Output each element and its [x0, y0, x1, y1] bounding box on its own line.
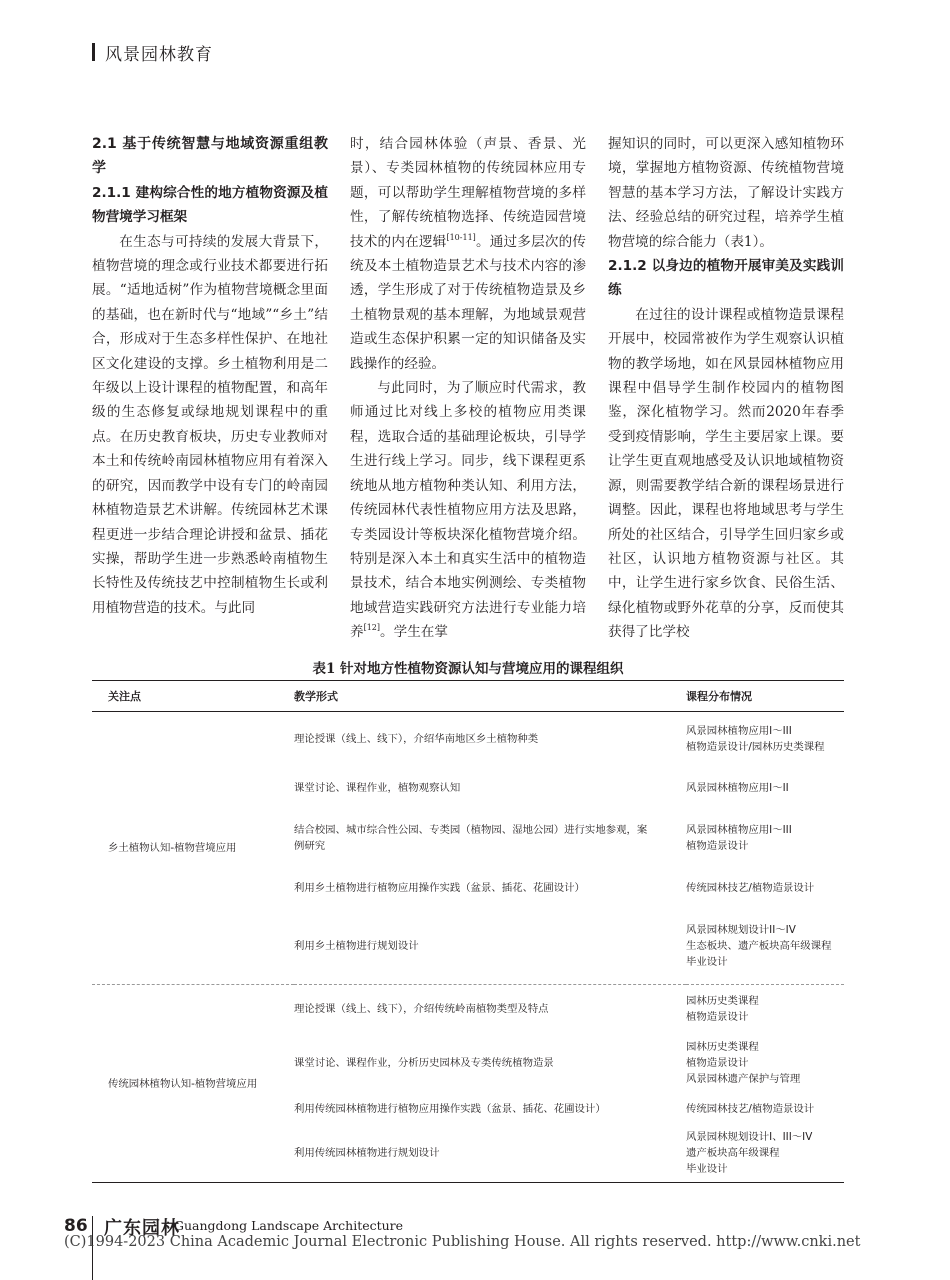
- paragraph-text: 。通过多层次的传统及本土植物造景艺术与技术内容的渗透，学生形成了对于传统植物造景及乡土植物景观的基本理解，为地域景观营造或生态保护积累一定的知识储备及实践操作的经验。: [350, 233, 587, 372]
- distribution-line: 传统园林技艺/植物造景设计: [686, 1102, 815, 1115]
- distribution-cell: [686, 1093, 844, 1125]
- form-cell: 课堂讨论、课程作业，植物观察认知: [294, 781, 461, 794]
- paragraph: 在过往的设计课程或植物造景课程开展中，校园常被作为学生观察认识植物的教学场地，如在风景园林植物应用课程中倡导学生制作校园内的植物图鉴，深化植物学习。然而2020年春季受到疫情影响，学生主要居家上课。要让学生更直观地感受及认识地域植物资源，则需要教学结合新的课程场景进行调整。因此，课程也将地域思考与学生所处的社区结合，引导学生回归家乡或社区，认识地方植物资源与社区。其中，让学生进行家乡饮食、民俗生活、绿化植物或野外花草的分享，反而使其获得了比学校: [608, 306, 844, 641]
- paragraph: [350, 376, 586, 644]
- citation: [10-11]: [446, 232, 476, 242]
- distribution-line: 植物造景设计: [686, 1056, 749, 1069]
- distribution-line: 风景园林遗产保护与管理: [686, 1072, 801, 1085]
- focus-cell: 乡土植物认知-植物营境应用: [92, 712, 294, 985]
- table-row: [92, 985, 844, 1033]
- distribution-line: 植物造景设计/园林历史类课程: [686, 741, 825, 754]
- table-header-row: [92, 681, 844, 712]
- distribution-line: 风景园林植物应用I～III: [686, 725, 792, 738]
- journal-english-name: Guangdong Landscape Architecture: [174, 1218, 404, 1233]
- course-table: [92, 680, 844, 1183]
- distribution-cell: [686, 867, 844, 909]
- distribution-cell: [686, 712, 844, 767]
- copyright-notice: (C)1994-2023 China Academic Journal Electronic Publishing House. All rights reserved. http://www.cnki.net: [64, 1234, 861, 1250]
- paragraph-text: 与此同时，为了顺应时代需求，教师通过比对线上多校的植物应用类课程，选取合适的基础理论板块，引导学生进行线上学习。同步，线下课程更系统地从地方植物种类认知、利用方法，传统园林代表性植物应用方法及思路，专类园设计等板块深化植物营境介绍。特别是深入本土和真实生活中的植物造景技术，结合本地实例测绘、专类植物地域营造实践研究方法进行专业能力培养: [350, 380, 586, 641]
- focus-cell: 传统园林植物认知-植物营境应用: [92, 985, 294, 1183]
- section-heading-2-1-2: 2.1.2 以身边的植物开展审美及实践训练: [608, 258, 844, 299]
- form-cell: [294, 809, 686, 867]
- header-distribution: 课程分布情况: [686, 681, 844, 712]
- form-cell: 利用乡土植物进行植物应用操作实践（盆景、插花、花圃设计）: [294, 881, 585, 894]
- form-cell: 利用传统园林植物进行规划设计: [294, 1125, 686, 1183]
- column-3: [608, 132, 844, 645]
- distribution-line: 毕业设计: [686, 1163, 728, 1176]
- distribution-line: 传统园林技艺/植物造景设计: [686, 881, 815, 894]
- running-header: [92, 40, 213, 64]
- paragraph: 在生态与可持续的发展大背景下，植物营境的理念或行业技术都要进行拓展。“适地适树”作为植物营境概念里面的基础，也在新时代与“地域”“乡土”结合，形成对于生态多样性保护、在地社区文化建设的支撑。乡土植物利用是二年级以上设计课程的植物配置，和高年级的生态修复或绿地规划课程中的重点。在历史教育板块，历史专业教师对本土和传统岭南园林植物应用有着深入的研究，因而教学中设有专门的岭南园林植物造景艺术讲解。传统园林艺术课程更进一步结合理论讲授和盆景、插花实操，帮助学生进一步熟悉岭南植物生长特性及传统技艺中控制植物生长或利用植物营造的技术。与此同: [92, 233, 328, 616]
- distribution-line: 遗产板块高年级课程: [686, 1147, 780, 1160]
- article-body: [92, 132, 844, 641]
- distribution-line: 植物造景设计: [686, 839, 749, 852]
- distribution-line: 风景园林植物应用I～II: [686, 781, 789, 794]
- column-1: [92, 132, 328, 620]
- header-form: 教学形式: [294, 681, 686, 712]
- distribution-line: 风景园林规划设计II～IV: [686, 924, 796, 937]
- section-heading-2-1-1: 2.1.1 建构综合性的地方植物资源及植物营境学习框架: [92, 184, 328, 226]
- column-2: [350, 132, 586, 645]
- form-cell: 理论授课（线上、线下），介绍华南地区乡土植物种类: [294, 733, 539, 746]
- form-cell: 利用乡土植物进行规划设计: [294, 909, 686, 985]
- page-footer: [64, 1212, 924, 1280]
- paragraph: 握知识的同时，可以更深入感知植物环境，掌握地方植物资源、传统植物营境智慧的基本学习方法，了解设计实践方法、经验总结的研究过程，培养学生植物营境的综合能力（表1）。: [608, 136, 844, 250]
- paragraph-text: 。学生在掌: [380, 624, 448, 641]
- section-heading-2-1: 2.1 基于传统智慧与地域资源重组教学: [92, 136, 328, 177]
- distribution-cell: [686, 767, 844, 809]
- form-cell: 理论授课（线上、线下），介绍传统岭南植物类型及特点: [294, 1002, 549, 1015]
- form-cell: 课堂讨论、课程作业，分析历史园林及专类传统植物造景: [294, 1056, 554, 1069]
- distribution-cell: [686, 809, 844, 867]
- header-bar: [92, 43, 95, 61]
- citation: [12]: [363, 623, 381, 633]
- distribution-line: 园林历史类课程: [686, 1040, 759, 1053]
- journal-logo: 广东园林: [104, 1218, 180, 1239]
- distribution-line: 风景园林规划设计I、III～IV: [686, 1131, 813, 1144]
- paragraph: [350, 132, 586, 376]
- distribution-cell: [686, 909, 844, 985]
- form-cell: 利用传统园林植物进行植物应用操作实践（盆景、插花、花圃设计）: [294, 1102, 606, 1115]
- distribution-cell: [686, 1125, 844, 1183]
- distribution-cell: [686, 985, 844, 1033]
- header-focus: 关注点: [92, 681, 294, 712]
- journal-section-title: 风景园林教育: [105, 44, 213, 65]
- form-text: 结合校园、城市综合性公园、专类园（植物园、湿地公园）进行实地参观，案例研究: [294, 823, 648, 852]
- distribution-line: 园林历史类课程: [686, 994, 759, 1007]
- table-row: [92, 712, 844, 767]
- distribution-line: 生态板块、遗产板块高年级课程: [686, 940, 832, 953]
- distribution-line: 风景园林植物应用I～III: [686, 823, 792, 836]
- distribution-line: 植物造景设计: [686, 1010, 749, 1023]
- table-caption: 表1 针对地方性植物资源认知与营境应用的课程组织: [312, 661, 624, 677]
- paragraph-text: 时，结合园林体验（声景、香景、光景）、专类园林植物的传统园林应用专题，可以帮助学生理解植物营境的多样性，了解传统植物选择、传统造园营境技术的内在逻辑: [350, 136, 586, 250]
- distribution-line: 毕业设计: [686, 956, 728, 969]
- page-number: 86: [64, 1216, 88, 1236]
- distribution-cell: [686, 1033, 844, 1093]
